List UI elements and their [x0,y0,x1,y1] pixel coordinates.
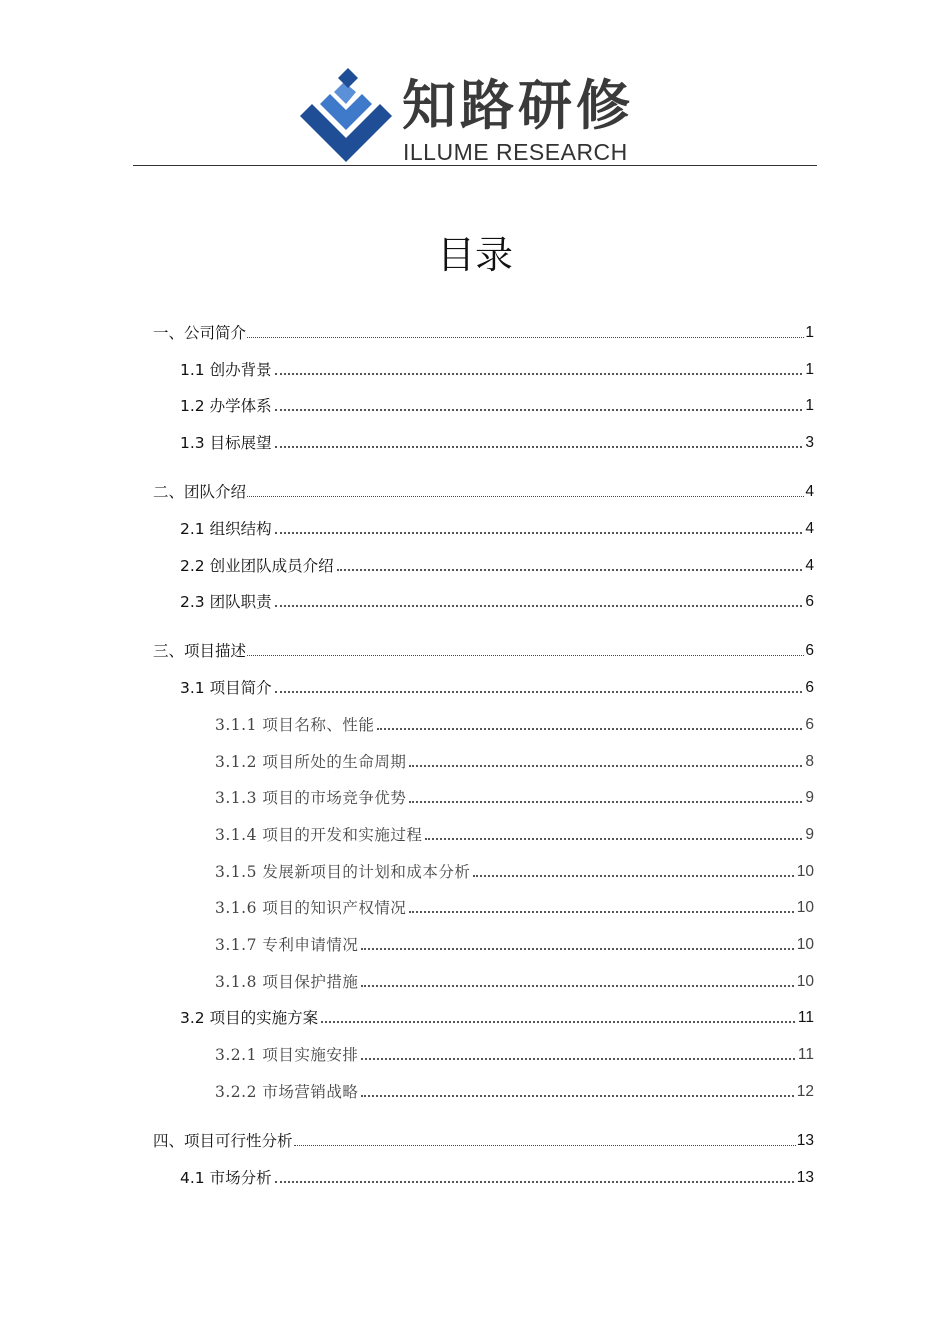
toc-leader [247,655,804,656]
logo-chinese-text: 知路研修 [402,74,634,137]
toc-label: 1.3 目标展望 [180,434,272,452]
toc-page: 9 [805,826,814,843]
toc-entry-3-1-4[interactable] [215,825,814,845]
toc-page: 13 [796,1132,814,1149]
page-title: 目录 [436,233,513,277]
toc-page: 6 [805,716,814,733]
toc-page: 12 [796,1083,814,1100]
logo-english-text: ILLUME RESEARCH [403,139,628,165]
toc-label: 三、项目描述 [153,642,247,660]
toc-entry-3-1-5[interactable] [215,862,814,882]
toc-leader [275,409,803,411]
toc-page: 13 [796,1169,814,1186]
toc-page: 10 [796,973,814,990]
toc-label: 4.1 市场分析 [180,1169,272,1187]
toc-page: 4 [805,483,814,500]
toc-entry-3-2[interactable] [180,1008,814,1028]
toc-page: 3 [805,434,814,451]
toc-leader [361,1095,793,1097]
toc-entry-3-1-6[interactable] [215,898,814,918]
toc-label: 3.1.4 项目的开发和实施过程 [215,826,423,844]
toc-entry-4-1[interactable] [180,1168,814,1188]
toc-leader [275,446,803,448]
toc-label: 二、团队介绍 [153,483,247,501]
toc-leader [275,1181,794,1183]
toc-label: 2.1 组织结构 [180,520,272,538]
toc-page: 10 [796,899,814,916]
toc-entry-3-1-8[interactable] [215,972,814,992]
toc-label: 四、项目可行性分析 [153,1132,293,1150]
toc-page: 1 [805,397,814,414]
toc-label: 3.1.8 项目保护措施 [215,973,359,991]
toc-leader [247,496,804,497]
toc-entry-2-1[interactable] [180,519,814,539]
toc-leader [425,838,802,840]
toc-leader [409,765,802,767]
toc-label: 3.1.3 项目的市场竞争优势 [215,789,407,807]
toc-page: 8 [805,753,814,770]
toc-leader [247,337,804,338]
toc-label: 3.1.5 发展新项目的计划和成本分析 [215,863,471,881]
toc-label: 1.2 办学体系 [180,397,272,415]
toc-entry-1-1[interactable] [180,360,814,380]
toc-page: 4 [805,520,814,537]
toc-entry-3-2-1[interactable] [215,1045,814,1065]
toc-entry-1[interactable] [153,323,814,343]
toc-entry-3[interactable] [153,641,814,661]
toc-leader [275,605,803,607]
toc-page: 10 [796,936,814,953]
toc-entry-1-2[interactable] [180,396,814,416]
toc-page: 11 [797,1009,814,1026]
toc-entry-3-1-7[interactable] [215,935,814,955]
toc-label: 1.1 创办背景 [180,361,272,379]
toc-leader [361,985,793,987]
toc-label: 3.1.6 项目的知识产权情况 [215,899,407,917]
toc-page: 10 [796,863,814,880]
toc-entry-3-1[interactable] [180,678,814,698]
toc-leader [361,1058,795,1060]
toc-page: 4 [805,557,814,574]
toc-page: 1 [805,324,814,341]
toc-leader [409,911,793,913]
toc-entry-3-1-2[interactable] [215,752,814,772]
toc-label: 2.3 团队职责 [180,593,272,611]
toc-leader [275,532,803,534]
toc-entry-2-2[interactable] [180,556,814,576]
toc-label: 一、公司简介 [153,324,247,342]
toc-page: 11 [797,1046,814,1063]
toc-leader [275,691,803,693]
toc-label: 3.1 项目简介 [180,679,272,697]
toc-label: 3.1.7 专利申请情况 [215,936,359,954]
toc-leader [294,1145,796,1146]
toc-page: 6 [805,593,814,610]
toc-entry-3-2-2[interactable] [215,1082,814,1102]
toc-label: 2.2 创业团队成员介绍 [180,557,334,575]
toc-leader [361,948,793,950]
toc-entry-2-3[interactable] [180,592,814,612]
toc-page: 1 [805,361,814,378]
toc-label: 3.2.2 市场营销战略 [215,1083,359,1101]
toc-entry-4[interactable] [153,1131,814,1151]
toc-leader [377,728,802,730]
toc-label: 3.1.1 项目名称、性能 [215,716,375,734]
toc-page: 6 [805,642,814,659]
toc-entry-2[interactable] [153,482,814,502]
toc-leader [473,875,793,877]
toc-leader [337,569,803,571]
toc-label: 3.2.1 项目实施安排 [215,1046,359,1064]
toc-label: 3.2 项目的实施方案 [180,1009,319,1027]
toc-leader [275,373,803,375]
toc-page: 6 [805,679,814,696]
toc-leader [321,1021,795,1023]
toc-entry-3-1-1[interactable] [215,715,814,735]
toc-entry-3-1-3[interactable] [215,788,814,808]
toc-page: 9 [805,789,814,806]
toc-entry-1-3[interactable] [180,433,814,453]
toc-label: 3.1.2 项目所处的生命周期 [215,753,407,771]
toc-leader [409,801,802,803]
